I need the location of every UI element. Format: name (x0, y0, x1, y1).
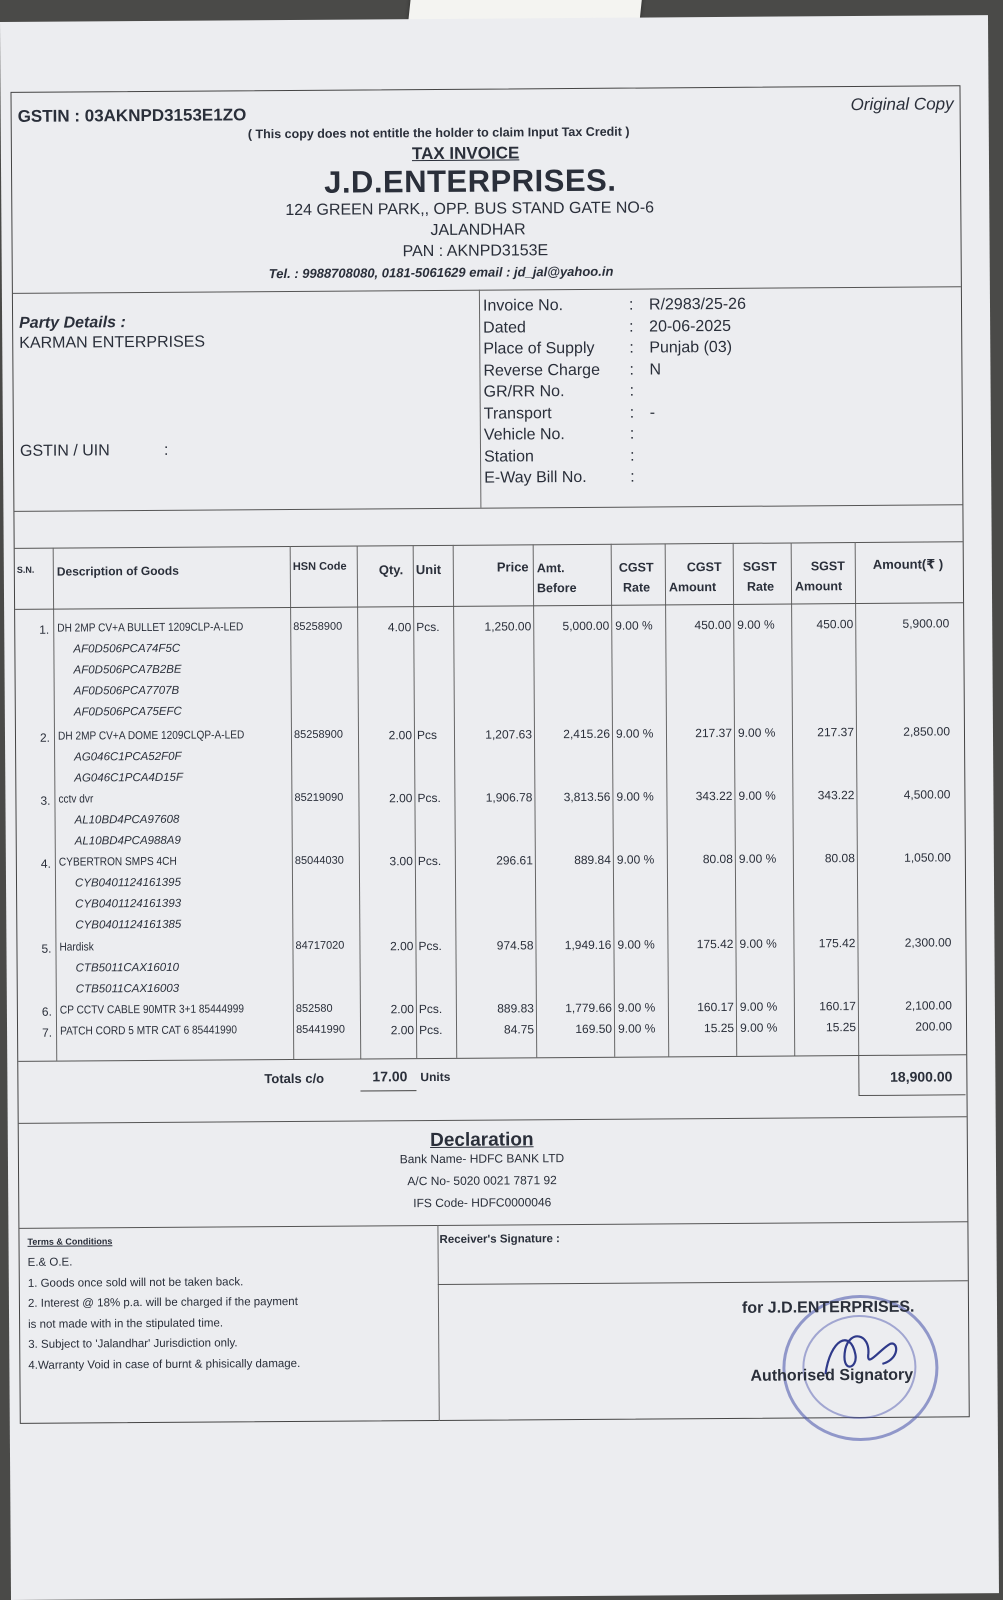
table-body-bottom (18, 1054, 966, 1062)
column-header-sgst-rate1: SGST (742, 559, 777, 574)
receiver-signature-label: Receiver's Signature : (439, 1233, 560, 1246)
meta-value: N (649, 360, 662, 378)
item-cgst-amount: 217.37 (695, 725, 733, 741)
item-qty: 2.00 (389, 791, 413, 806)
terms-line: E.& O.E. (27, 1256, 73, 1269)
item-serial-number: AL10BD4PCA97608 (74, 813, 180, 827)
item-sgst-amount: 80.08 (824, 851, 855, 866)
item-sgst-rate: 9.00 % (737, 725, 776, 740)
meta-colon: : (629, 318, 634, 336)
itc-note: ( This copy does not entitle the holder to claim Input Tax Credit ) (247, 124, 630, 142)
item-price: 974.58 (496, 938, 534, 953)
item-amount-before: 169.50 (575, 1021, 613, 1037)
meta-value: - (649, 403, 656, 421)
meta-label: Reverse Charge (483, 361, 601, 380)
totals-qty: 17.00 (372, 1068, 408, 1085)
declaration-heading-text: Declaration (429, 1129, 534, 1152)
item-sgst-amount: 175.42 (818, 936, 856, 951)
item-price: 84.75 (503, 1022, 535, 1037)
item-description-text: cctv dvr (58, 793, 94, 806)
party-heading: Party Details : (19, 314, 126, 332)
column-header-hsn: HSN Code (292, 560, 347, 573)
bank-name: Bank Name- HDFC BANK LTD (399, 1151, 565, 1167)
item-qty: 2.00 (388, 728, 413, 743)
item-unit: Pcs. (417, 790, 441, 806)
company-address: 124 GREEN PARK,, OPP. BUS STAND GATE NO-6 (285, 199, 655, 220)
item-price: 1,250.00 (484, 619, 532, 634)
item-sgst-rate: 9.00 % (738, 851, 777, 866)
item-serial-number: AL10BD4PCA988A9 (74, 834, 181, 848)
item-amount-before: 1,949.16 (564, 937, 612, 953)
item-serial-number: AF0D506PCA7707B (73, 684, 180, 698)
meta-colon: : (629, 339, 634, 357)
column-header-cgst-rate2: Rate (622, 580, 651, 595)
party-gstin-colon: : (163, 441, 169, 459)
item-sn: 7. (41, 1025, 53, 1040)
meta-colon: : (630, 468, 635, 486)
item-amount: 5,900.00 (902, 616, 950, 631)
seller-gstin: GSTIN : 03AKNPD3153E1ZO (17, 105, 247, 126)
column-header-cgst-amt1: CGST (686, 559, 722, 575)
meta-colon: : (628, 296, 634, 314)
meta-label: Station (483, 447, 534, 466)
column-header-sgst-amt1: SGST (810, 559, 845, 574)
column-header-desc: Description of Goods (56, 563, 179, 579)
copy-label: Original Copy (850, 94, 954, 115)
item-qty: 2.00 (390, 939, 414, 954)
item-price: 296.61 (496, 853, 533, 868)
column-header-cgst-amt2: Amount (668, 580, 717, 595)
item-cgst-amount: 175.42 (696, 936, 734, 952)
company-pan: PAN : AKNPD3153E (402, 242, 549, 261)
item-hsn: 852580 (295, 1002, 333, 1015)
item-qty: 2.00 (390, 1002, 414, 1017)
item-cgst-amount: 450.00 (694, 617, 732, 633)
item-description-text: Hardisk (59, 941, 94, 954)
table-header-bottom (15, 602, 963, 610)
item-sgst-amount: 450.00 (816, 617, 854, 632)
item-unit: Pcs. (416, 619, 440, 635)
doc-title: TAX INVOICE (411, 143, 520, 164)
signature-divider (438, 1280, 968, 1285)
item-description (58, 793, 98, 805)
item-amount: 1,050.00 (904, 850, 951, 865)
item-cgst-rate: 9.00 % (616, 852, 655, 867)
item-description (59, 941, 98, 953)
item-description-text: DH 2MP CV+A BULLET 1209CLP-A-LED (57, 621, 244, 635)
column-header-amount: Amount(₹ ) (872, 556, 944, 572)
meta-colon: : (629, 382, 635, 400)
column-header-cgst-rate1: CGST (618, 560, 654, 575)
terms-divider (437, 1225, 439, 1421)
item-cgst-rate: 9.00 % (616, 789, 654, 804)
item-sgst-rate: 9.00 % (737, 617, 775, 632)
item-cgst-amount: 160.17 (697, 999, 734, 1015)
divider (13, 286, 961, 294)
item-price: 1,906.78 (485, 790, 533, 805)
totals-amount: 18,900.00 (890, 1068, 953, 1085)
item-qty: 2.00 (390, 1023, 415, 1038)
invoice-paper (0, 15, 999, 1600)
company-name: J.D.ENTERPRISES. (324, 162, 617, 200)
meta-value: R/2983/25-26 (648, 295, 747, 314)
meta-label: Transport (483, 404, 552, 423)
meta-colon: : (629, 361, 634, 379)
totals-unit: Units (420, 1069, 451, 1085)
item-sn: 1. (39, 622, 50, 637)
item-sgst-amount: 217.37 (817, 725, 855, 740)
item-sgst-amount: 160.17 (819, 999, 856, 1014)
item-sgst-rate: 9.00 % (739, 1020, 778, 1035)
item-hsn: 84717020 (295, 939, 345, 952)
divider (15, 541, 963, 549)
terms-line: 1. Goods once sold will not be taken back. (27, 1275, 244, 1290)
party-divider (479, 290, 482, 508)
terms-line: 2. Interest @ 18% p.a. will be charged if the payment (27, 1295, 298, 1310)
meta-value: Punjab (03) (649, 338, 733, 357)
meta-label: Place of Supply (483, 339, 595, 358)
item-sgst-amount: 15.25 (825, 1020, 857, 1035)
totals-label: Totals c/o (264, 1070, 325, 1087)
item-description (59, 856, 193, 869)
item-sn: 2. (39, 730, 51, 745)
meta-label: GR/RR No. (483, 383, 565, 401)
item-serial-number: CYB0401124161385 (75, 918, 182, 932)
item-hsn: 85258900 (293, 728, 343, 741)
item-hsn: 85219090 (294, 791, 344, 804)
item-unit: Pcs. (418, 1022, 443, 1038)
column-header-sn: S.N. (16, 564, 35, 575)
item-serial-number: AG046C1PCA52F0F (74, 750, 182, 764)
item-sn: 4. (40, 856, 51, 871)
item-amount: 2,100.00 (905, 998, 952, 1013)
terms-line: 3. Subject to 'Jalandhar' Jurisdiction only. (28, 1337, 238, 1351)
item-cgst-rate: 9.00 % (617, 937, 655, 952)
authorised-signatory: Authorised Signatory (750, 1366, 914, 1385)
terms-heading: Terms & Conditions (27, 1236, 113, 1247)
item-description (58, 729, 270, 742)
totals-underline (360, 1090, 416, 1091)
item-cgst-rate: 9.00 % (617, 1000, 656, 1015)
meta-label: Invoice No. (482, 297, 564, 315)
column-header-sgst-rate2: Rate (746, 579, 775, 594)
item-serial-number: CTB5011CAX16003 (75, 982, 180, 996)
company-city: JALANDHAR (430, 221, 526, 239)
item-qty: 3.00 (389, 854, 413, 869)
item-amount-before: 3,813.56 (563, 789, 611, 805)
column-header-unit: Unit (415, 561, 442, 578)
item-serial-number: CYB0401124161393 (75, 897, 182, 911)
item-description-text: PATCH CORD 5 MTR CAT 6 85441990 (60, 1024, 238, 1038)
item-serial-number: AF0D506PCA75EFC (73, 705, 182, 719)
meta-label: Dated (483, 318, 526, 337)
party-name: KARMAN ENTERPRISES (19, 333, 206, 352)
item-sn: 3. (40, 793, 51, 808)
for-company: for J.D.ENTERPRISES. (741, 1298, 915, 1317)
meta-label: Vehicle No. (483, 426, 565, 444)
divider (19, 1116, 967, 1124)
party-gstin-label: GSTIN / UIN (19, 442, 110, 460)
meta-colon: : (629, 447, 635, 465)
meta-colon: : (629, 425, 635, 443)
item-cgst-rate: 9.00 % (615, 618, 653, 633)
company-contact: Tel. : 9988708080, 0181-5061629 email : jd_jal@yahoo.in (268, 263, 614, 282)
bank-ifsc: IFS Code- HDFC0000046 (413, 1195, 552, 1211)
item-cgst-amount: 15.25 (703, 1020, 735, 1036)
invoice-frame (10, 85, 969, 1424)
item-hsn: 85044030 (294, 854, 344, 867)
item-description (60, 1024, 261, 1037)
item-amount: 2,300.00 (904, 935, 952, 950)
divider (14, 504, 962, 512)
item-price: 1,207.63 (485, 727, 533, 742)
item-description (57, 621, 269, 634)
item-unit: Pcs (416, 727, 438, 743)
item-unit: Pcs. (418, 938, 442, 954)
item-amount: 4,500.00 (903, 787, 951, 802)
terms-line: is not made with in the stipulated time. (28, 1316, 224, 1331)
terms-line: 4.Warranty Void in case of burnt & phisically damage. (28, 1357, 301, 1372)
item-description (60, 1003, 269, 1016)
item-sgst-rate: 9.00 % (738, 788, 776, 803)
bank-account: A/C No- 5020 0021 7871 92 (407, 1173, 557, 1189)
item-sn: 6. (41, 1004, 52, 1019)
item-amount-before: 889.84 (574, 852, 611, 868)
item-cgst-rate: 9.00 % (617, 1021, 656, 1036)
item-sgst-amount: 343.22 (817, 788, 855, 803)
item-serial-number: CYB0401124161395 (74, 876, 181, 890)
item-cgst-amount: 343.22 (695, 788, 733, 804)
column-header-amt2: Before (536, 580, 577, 596)
item-sn: 5. (41, 941, 52, 956)
item-unit: Pcs. (418, 1001, 443, 1017)
item-description-text: CP CCTV CABLE 90MTR 3+1 85444999 (59, 1003, 244, 1017)
item-description-text: CYBERTRON SMPS 4CH (58, 855, 177, 869)
item-hsn: 85258900 (293, 620, 343, 633)
meta-label: E-Way Bill No. (484, 468, 587, 487)
item-cgst-amount: 80.08 (702, 851, 733, 867)
item-qty: 4.00 (387, 620, 412, 635)
item-description-text: DH 2MP CV+A DOME 1209CLQP-A-LED (57, 729, 245, 743)
column-header-sgst-amt2: Amount (794, 579, 843, 594)
item-amount-before: 1,779.66 (565, 1000, 612, 1016)
divider (19, 1221, 967, 1229)
column-header-qty: Qty. (378, 562, 404, 578)
meta-value: 20-06-2025 (649, 317, 732, 335)
item-cgst-rate: 9.00 % (615, 726, 654, 741)
item-amount-before: 5,000.00 (562, 618, 610, 634)
item-sgst-rate: 9.00 % (739, 999, 778, 1014)
item-amount: 200.00 (915, 1019, 953, 1034)
item-amount-before: 2,415.26 (563, 726, 611, 742)
item-serial-number: AG046C1PCA4D15F (74, 771, 183, 785)
item-amount: 2,850.00 (903, 724, 951, 739)
item-serial-number: AF0D506PCA7B2BE (73, 663, 182, 677)
column-header-price: Price (496, 559, 529, 575)
meta-colon: : (629, 404, 635, 422)
item-price: 889.83 (497, 1001, 534, 1016)
column-header-amt1: Amt. (536, 561, 565, 576)
item-hsn: 85441990 (296, 1023, 346, 1036)
item-serial-number: CTB5011CAX16010 (75, 961, 180, 975)
item-sgst-rate: 9.00 % (739, 936, 777, 951)
item-serial-number: AF0D506PCA74F5C (73, 642, 181, 656)
item-unit: Pcs. (417, 853, 442, 869)
